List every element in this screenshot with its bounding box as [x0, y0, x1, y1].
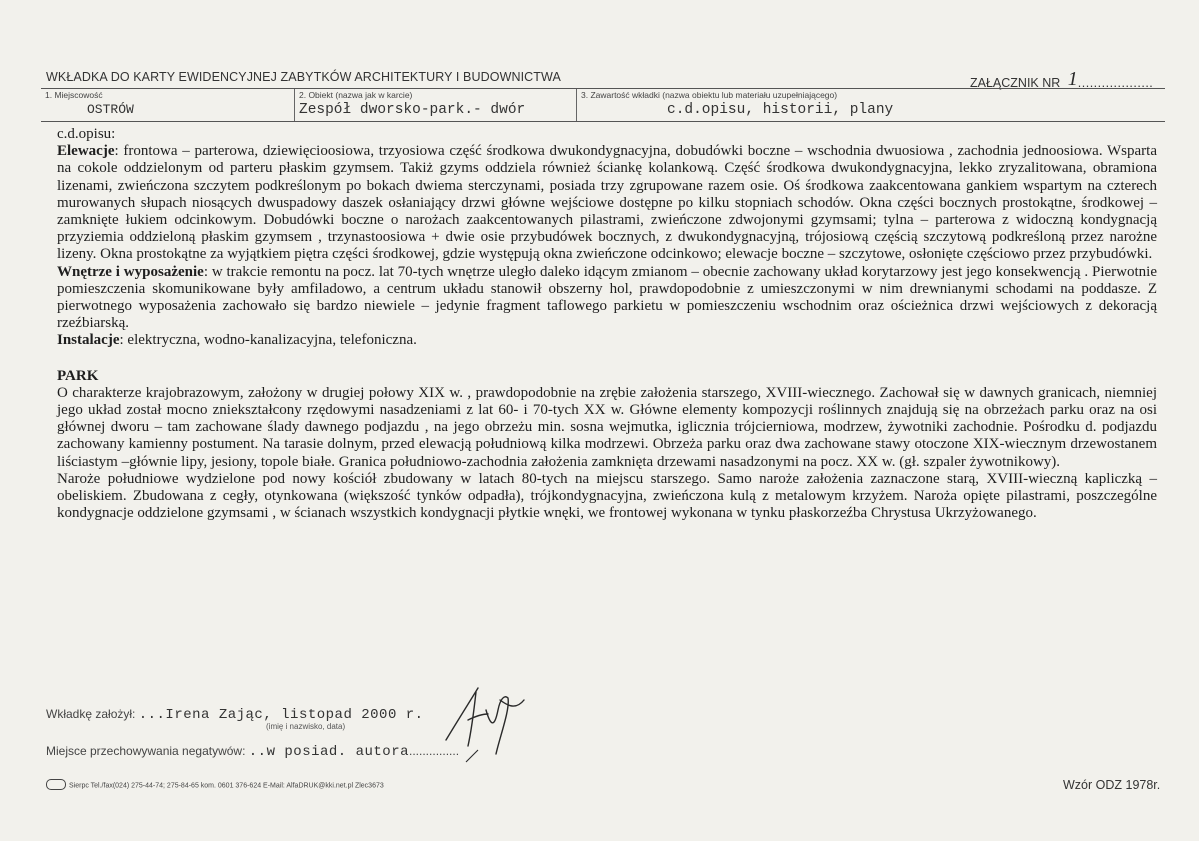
negatives-dots: ............... — [409, 744, 460, 758]
field-locality — [41, 89, 294, 121]
author-label: Wkładkę założył: — [46, 707, 136, 721]
field-object — [294, 89, 577, 121]
field-locality-label: 1. Miejscowość — [45, 90, 103, 100]
negatives-label: Miejsce przechowywania negatywów: — [46, 744, 246, 758]
author-value: ...Irena Zając, listopad 2000 r. — [138, 707, 424, 723]
printer-text: Sierpc Tel./fax(024) 275-44-74; 275-84-65 kom. 0601 376-624 E-Mail: AlfaDRUK@kki.net.pl Zlec3673 — [69, 782, 384, 790]
form-title: WKŁADKA DO KARTY EWIDENCYJNEJ ZABYTKÓW ARCHITEKTURY I BUDOWNICTWA — [46, 70, 561, 84]
elevations-paragraph — [57, 143, 1157, 263]
continuation-label: c.d.opisu: — [57, 126, 116, 142]
negatives-value: ..w posiad. autora — [248, 744, 410, 760]
annex-label: ZAŁĄCZNIK NR — [970, 76, 1061, 90]
interior-paragraph — [57, 264, 1157, 333]
printer-info — [46, 780, 384, 791]
field-contents-value: c.d.opisu, historii, plany — [667, 102, 894, 118]
description-body — [57, 126, 1157, 522]
field-contents-label: 3. Zawartość wkładki (nazwa obiektu lub materiału uzupełniającego) — [581, 90, 838, 100]
header-fields — [41, 88, 1165, 122]
author-caption: (imię i nazwisko, data) — [266, 722, 346, 731]
interior-text: : w trakcie remontu na pocz. lat 70-tych wnętrze uległo daleko idącym zmianom – obecnie zachowany układ korytarzowy jest jego konsekwencją . Pierwotnie pomieszczenia skomunikowane były amfiladowo, a centrum układu stanowił obszerny hol, prawdopodobnie z umieszczonymi w nim drewnianymi schodami na poddasze. Z pierwotnego wyposażenia zachowało się bardzo niewiele – jedynie fragment taflowego parkietu w pomieszczeniu wschodnim oraz ościeżnica drzwi wejściowych z dekoracją rzeźbiarską. — [57, 263, 1157, 332]
park-paragraph-2: Naroże południowe wydzielone pod nowy kościół zbudowany w latach 80-tych na miejscu starszego. Samo naroże założenia zaznaczone starą, XVIII-wieczną kapliczką – obeliskiem. Zbudowana z cegły, otynkowana (większość tynków odpadła), trójkondygnacyjna, zwieńczona kulą z metalowym krzyżem. Naroża opięte pilastrami, poszczególne kondygnacje oddzielone gzymsami , w ścianach wszystkich kondygnacji płytkie wnęki, we frontowej wykonana w tynku płaskorzeźba Chrystusa Ukrzyżowanego. — [57, 470, 1157, 522]
field-locality-value: OSTRÓW — [87, 102, 134, 117]
field-object-value: Zespół dworsko-park.- dwór — [299, 102, 526, 118]
field-contents — [576, 89, 1166, 121]
author-row — [46, 707, 424, 723]
interior-heading: Wnętrze i wyposażenie — [57, 263, 204, 280]
form-model: Wzór ODZ 1978r. — [1063, 778, 1161, 792]
annex-dots: ................... — [1077, 76, 1154, 90]
installations-heading: Instalacje — [57, 332, 120, 349]
installations-paragraph — [57, 332, 1157, 349]
installations-text: : elektryczna, wodno-kanalizacyjna, telefoniczna. — [119, 332, 417, 349]
negatives-row — [46, 744, 459, 760]
field-object-label: 2. Obiekt (nazwa jak w karcie) — [299, 90, 413, 100]
park-paragraph-1: O charakterze krajobrazowym, założony w drugiej połowy XIX w. , prawdopodobnie na zrębie założenia starszego, XVIII-wiecznego. Zachował się w dawnych granicach, niemniej jego układ został mocno zniekształcony rzędowymi nasadzeniami z lat 60- i 70-tych XX w. Główne elementy kompozycji roślinnych znajdują się na obrzeżach parku oraz na osi głównej dworu – tam zachowane ślady dawnego podjazdu , na jego obrzeżu min. sosna wejmutka, iglicznia trójcierniowa, modrzew, żywotniki zachodnie. Pośrodku d. podjazdu zachowany kamienny postument. Na tarasie dolnym, przed elewacją południową kilka modrzewi. Obrzeża parku oraz dwa zachowane stawy otoczone XIX-wiecznym drzewostanem liściastym –głównie lipy, jesiony, topole białe. Granica południowo-zachodnia założenia zamknięta drzewami nasadzonymi na pocz. XX w. (gł. szpaler żywotnikowy). — [57, 384, 1157, 470]
elevations-heading: Elewacje — [57, 143, 115, 160]
elevations-text: : frontowa – parterowa, dziewięcioosiowa, trzyosiowa część środkowa dwukondygnacyjna, dobudówki boczne – wschodnia dwuosiowa , zachodnia jednoosiowa. Wsparta na cokole oddzielonym od parteru płaskim gzymsem. Takiż gzyms oddziela również ściankę kolankową. Część środkowa dwukondygnacyjna, lekko zryzalitowana, obramiona lizenami, zwieńczona szczytem podkreślonym po bokach dwiema sterczynami, posiada trzy zgrupowane razem osie. Oś środkowa zaakcentowana gankiem wspartym na czterech murowanych słupach niosących dwuspadowy daszek osłaniający drzwi główne wejściowe dostępne po kilku stopniach schodów. Okna części bocznych prostokątne, środkowej – zamknięte łukiem odcinkowym. Dobudówki boczne o narożach zaakcentowanych pilastrami, zwieńczone zdwojonymi gzymsami; tylna – parterowa z widoczną kondygnacją przyziemia oddzieloną płaskim gzymsem , trzynastoosiowa + dwie osie przybudówek bocznych, z dwukondygnacyjną, trójosiową częścią szczytową podkreśloną przez narożne lizeny. Okna prostokątne za wyjątkiem piętra części środkowej, gdzie występują okna zwieńczone odcinkowo; elewacje boczne – szczytowe, osłonięte częściowo przez przybudówki. — [57, 143, 1157, 263]
annex-number-value: 1 — [1067, 68, 1078, 90]
park-heading: PARK — [57, 367, 99, 384]
printer-logo-icon — [46, 779, 66, 790]
